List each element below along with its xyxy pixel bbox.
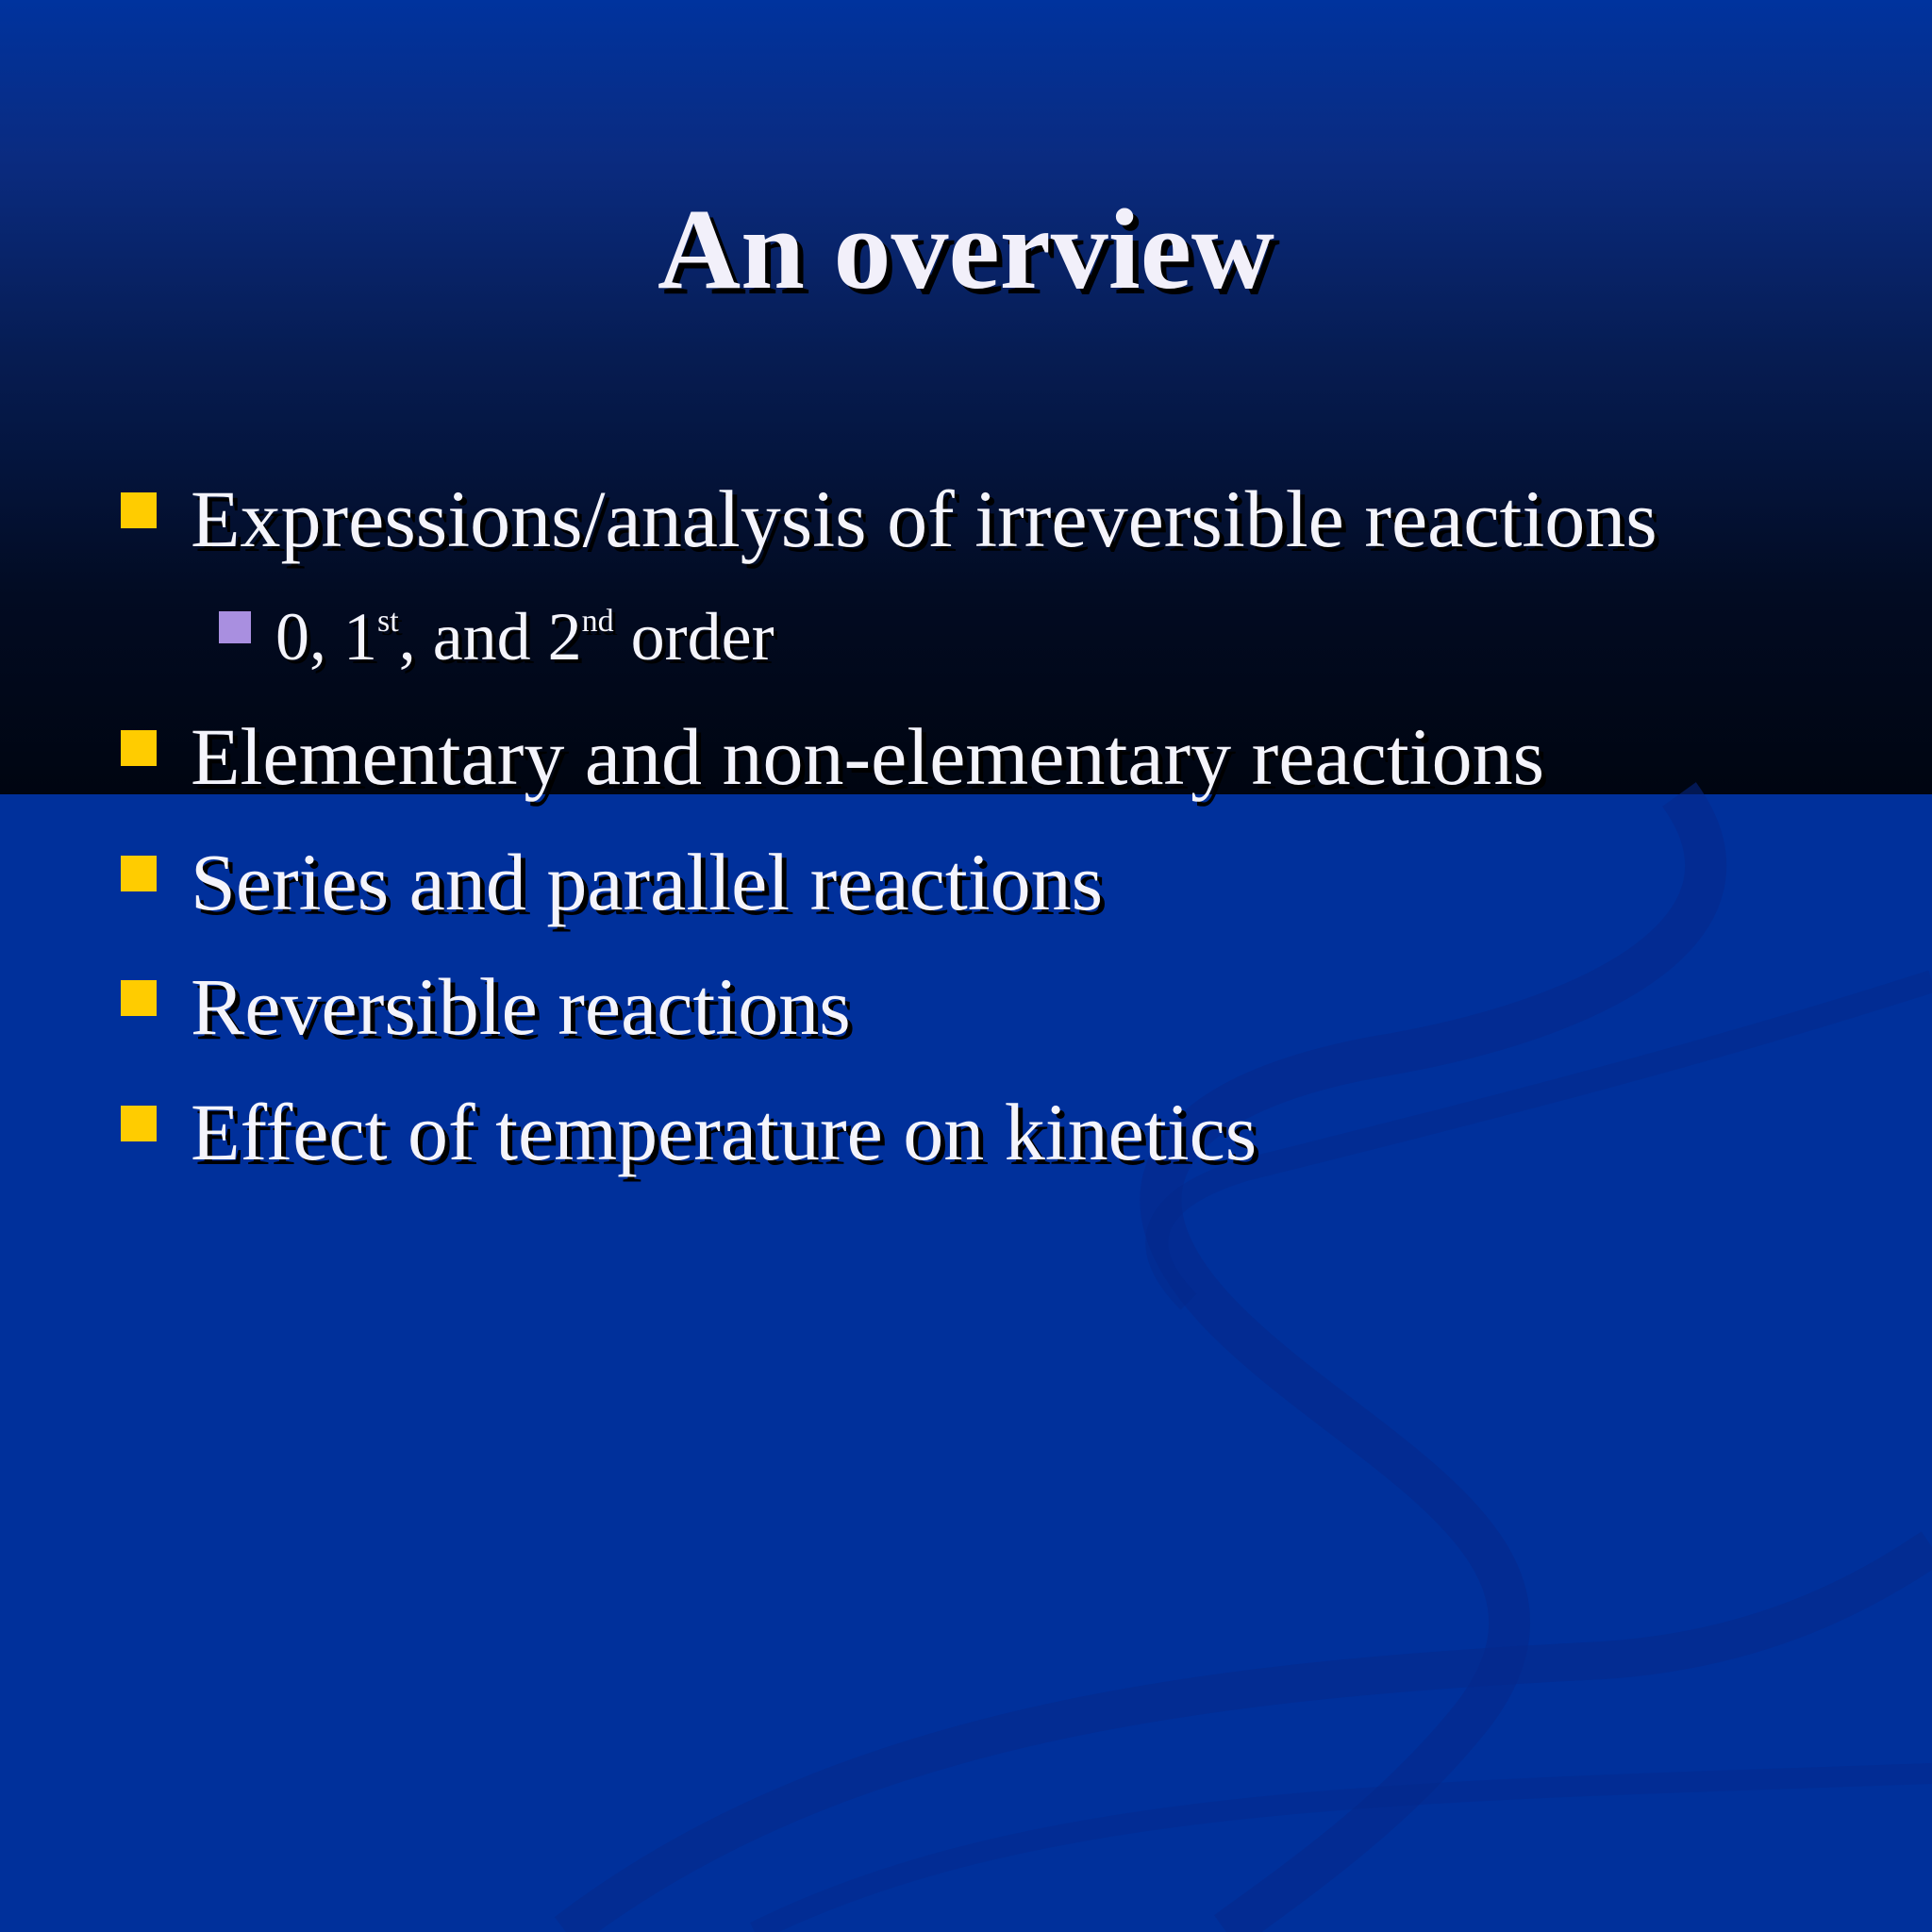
square-bullet-icon [121, 730, 157, 766]
square-bullet-icon [121, 856, 157, 891]
square-bullet-icon [121, 1106, 157, 1141]
sub-bullet-part: , and 2 [398, 599, 582, 675]
slide-title: An overview [658, 186, 1274, 313]
sub-bullet-part: order [613, 599, 774, 675]
bullet-text: Elementary and non-elementary reactions [191, 711, 1545, 802]
square-sub-bullet-icon [219, 611, 251, 643]
square-bullet-icon [121, 980, 157, 1016]
bullet-text: Series and parallel reactions [191, 837, 1104, 927]
bullet-text: Effect of temperature on kinetics [191, 1087, 1257, 1177]
square-bullet-icon [121, 492, 157, 528]
bullet-text: Expressions/analysis of irreversible reactions [191, 474, 1657, 564]
sub-bullet-text [275, 594, 774, 679]
superscript-st: st [377, 604, 399, 639]
sub-bullet-part: 0, 1 [275, 599, 377, 675]
bullet-text: Reversible reactions [191, 961, 851, 1052]
superscript-nd: nd [581, 604, 614, 639]
